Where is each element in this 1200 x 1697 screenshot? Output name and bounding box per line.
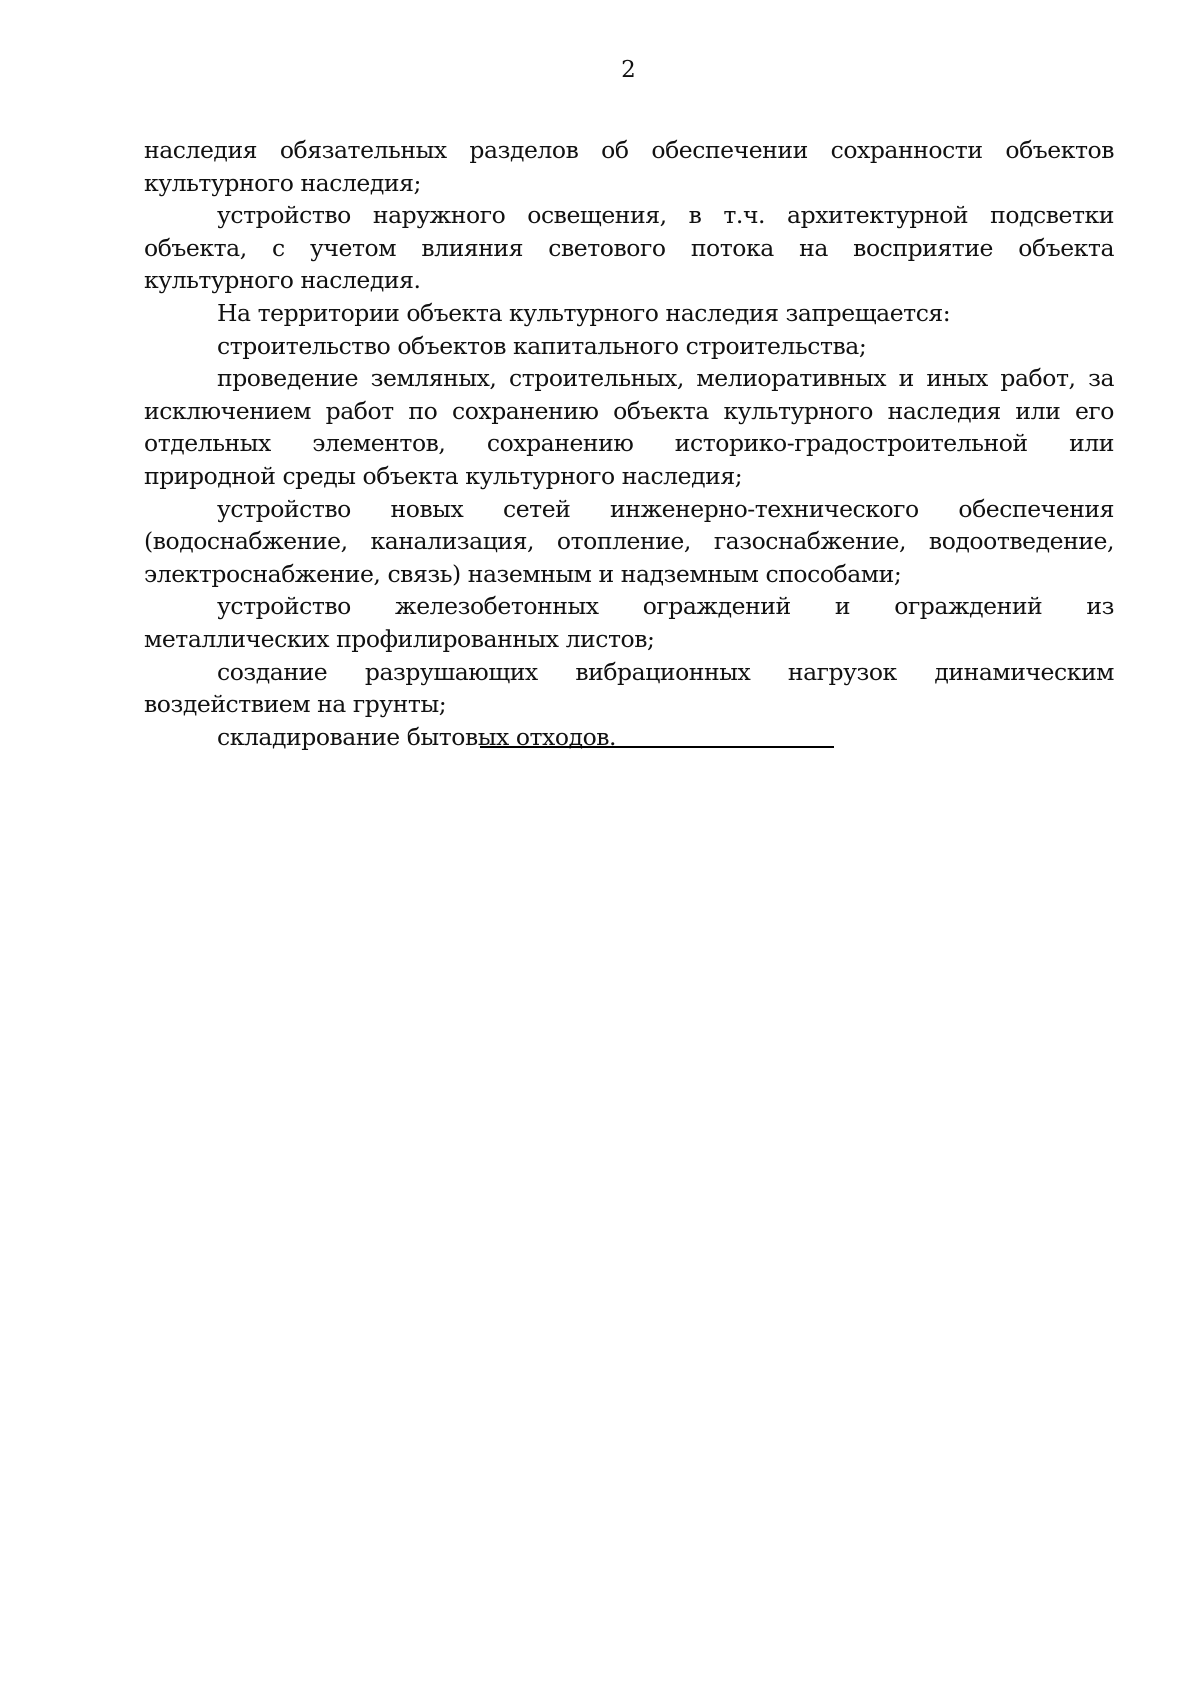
paragraph-household-waste: складирование бытовых отходов. bbox=[217, 722, 617, 751]
paragraph-engineering-networks: устройство новых сетей инженерно-технического обеспечения (водоснабжение, канализация, отопление, газоснабжение, водоотведение, электроснабжение, связь) наземным и надземным способами; bbox=[144, 494, 1114, 588]
paragraph-heritage-sections: наследия обязательных разделов об обеспечении сохранности объектов культурного наследия; bbox=[144, 136, 1114, 197]
page-number: 2 bbox=[621, 57, 636, 83]
paragraph-fences: устройство железобетонных ограждений и ограждений из металлических профилированных листов; bbox=[144, 592, 1114, 653]
paragraph-vibration-loads: создание разрушающих вибрационных нагрузок динамическим воздействием на грунты; bbox=[144, 657, 1114, 719]
paragraph-prohibitions-heading: На территории объекта культурного наследия запрещается: bbox=[217, 298, 951, 327]
paragraph-outdoor-lighting: устройство наружного освещения, в т.ч. архитектурной подсветки объекта, с учетом влияния светового потока на восприятие объекта культурного наследия. bbox=[144, 201, 1114, 295]
document-body bbox=[144, 134, 1114, 753]
paragraph-capital-construction: строительство объектов капитального строительства; bbox=[217, 331, 867, 360]
paragraph-earthworks: проведение земляных, строительных, мелиоративных и иных работ, за исключением работ по сохранению объекта культурного наследия или его отдельных элементов, сохранению историко-градостроительной или природной среды объекта культурного наследия; bbox=[144, 364, 1114, 490]
end-separator-line bbox=[480, 746, 834, 748]
